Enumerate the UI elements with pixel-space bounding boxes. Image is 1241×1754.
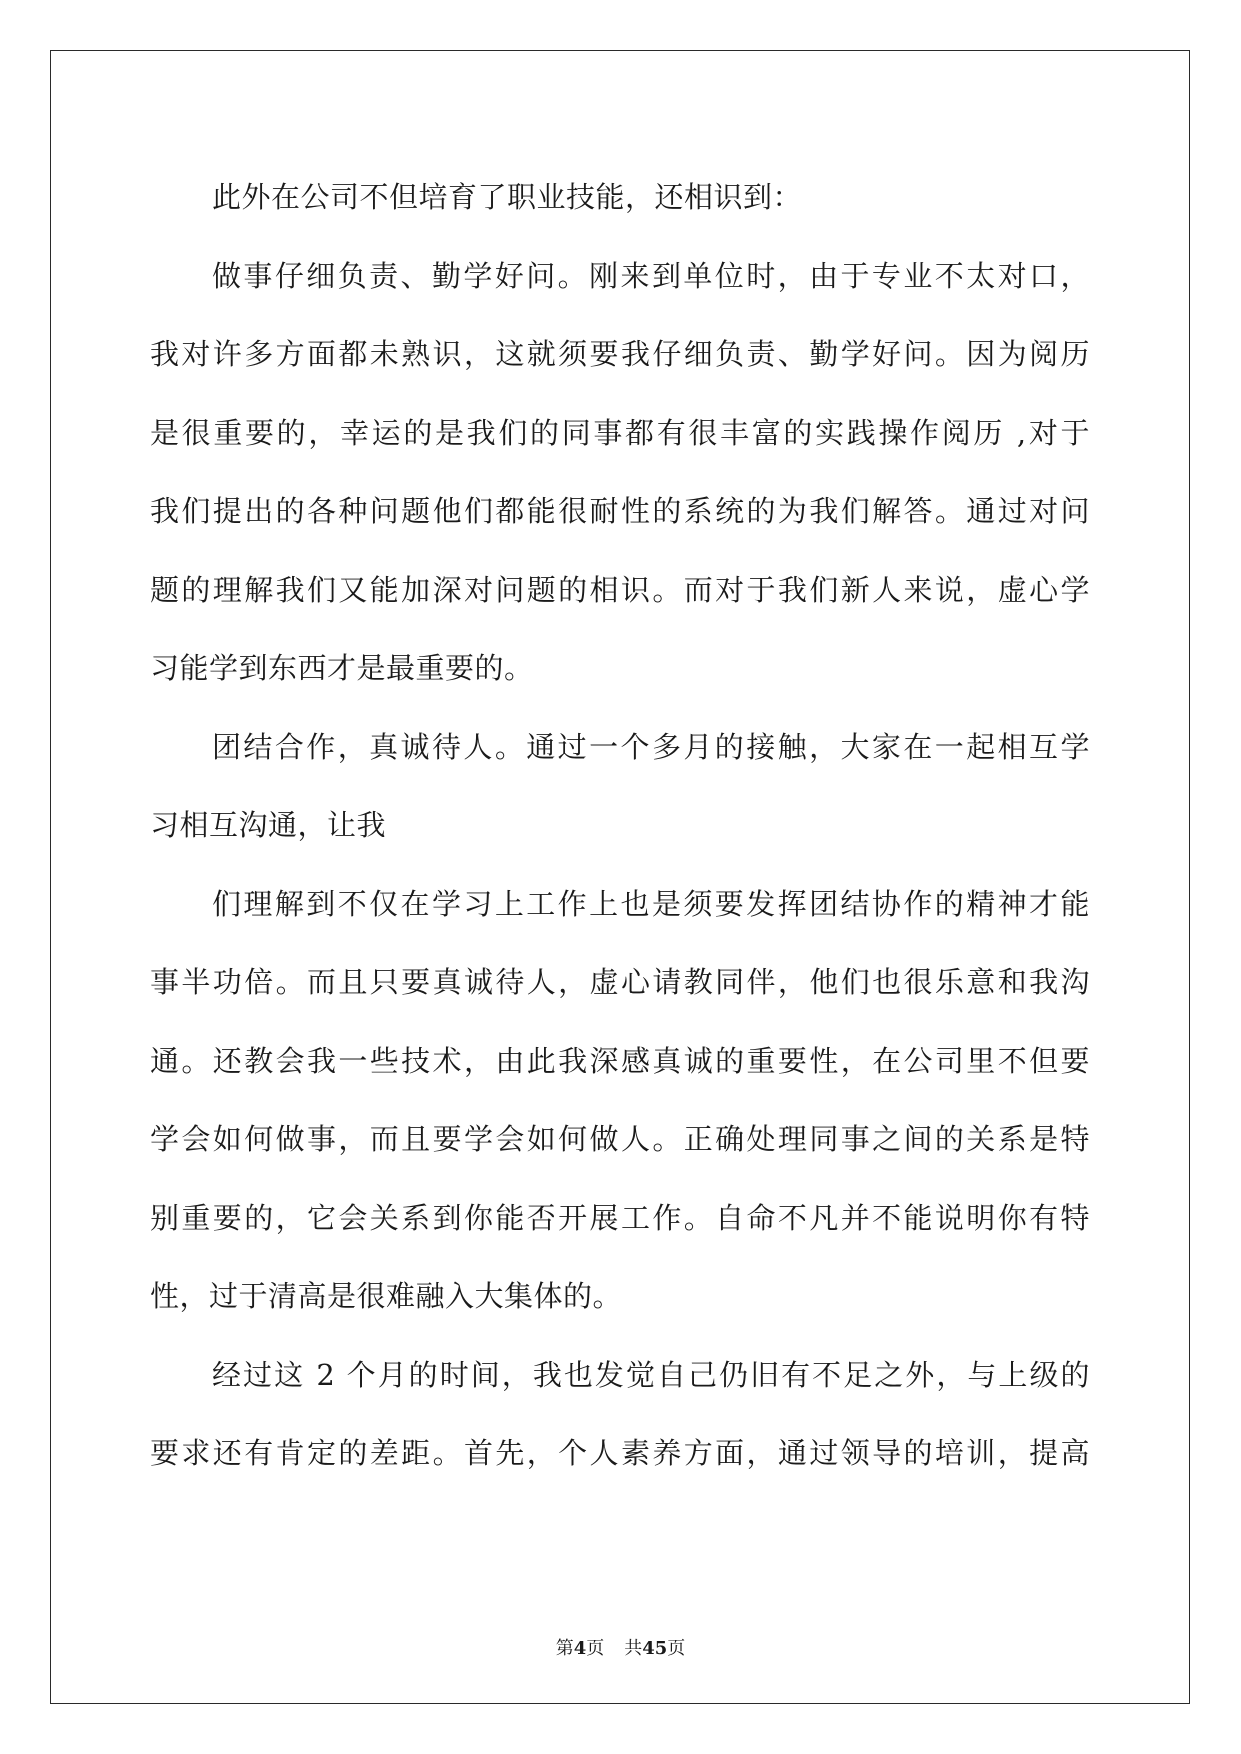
text-line: 别重要的，它会关系到你能否开展工作。自命不凡并不能说明你有特 [150, 1200, 1090, 1235]
text-line: 习相互沟通，让我 [150, 808, 387, 842]
total-pages: 45 [642, 1638, 668, 1659]
page-number: 4 [573, 1638, 587, 1659]
text-line: 此外在公司不但培育了职业技能，还相识到： [212, 180, 803, 214]
document-body [150, 158, 1090, 1493]
text-line: 学会如何做事，而且要学会如何做人。正确处理同事之间的关系是特 [150, 1122, 1090, 1156]
text-line: 团结合作，真诚待人。通过一个多月的接触，大家在一起相互学 [212, 729, 1090, 764]
text-line: 们理解到不仅在学习上工作上也是须要发挥团结协作的精神才能 [212, 886, 1090, 921]
text-line: 经过这 2 个月的时间，我也发觉自己仍旧有不足之外，与上级的 [212, 1357, 1090, 1392]
text-line: 习能学到东西才是最重要的。 [150, 651, 534, 685]
text-line: 要求还有肯定的差距。首先，个人素养方面，通过领导的培训，提高 [150, 1436, 1090, 1470]
total-prefix: 共 [624, 1638, 643, 1659]
page-suffix: 页 [586, 1638, 605, 1659]
page-prefix: 第 [555, 1638, 574, 1659]
page-footer [0, 1634, 1241, 1660]
text-line: 题的理解我们又能加深对问题的相识。而对于我们新人来说，虚心学 [150, 572, 1090, 607]
text-line: 性，过于清高是很难融入大集体的。 [150, 1279, 623, 1313]
text-line: 通。还教会我一些技术，由此我深感真诚的重要性，在公司里不但要 [150, 1043, 1090, 1078]
text-line: 我们提出的各种问题他们都能很耐性的系统的为我们解答。通过对问 [150, 494, 1090, 528]
text-line: 是很重要的，幸运的是我们的同事都有很丰富的实践操作阅历 ,对于 [150, 415, 1090, 450]
text-line: 做事仔细负责、勤学好问。刚来到单位时，由于专业不太对口， [212, 258, 1090, 293]
text-line: 事半功倍。而且只要真诚待人，虚心请教同伴，他们也很乐意和我沟 [150, 965, 1090, 999]
text-line: 我对许多方面都未熟识，这就须要我仔细负责、勤学好问。因为阅历 [150, 337, 1090, 371]
total-suffix: 页 [667, 1638, 686, 1659]
